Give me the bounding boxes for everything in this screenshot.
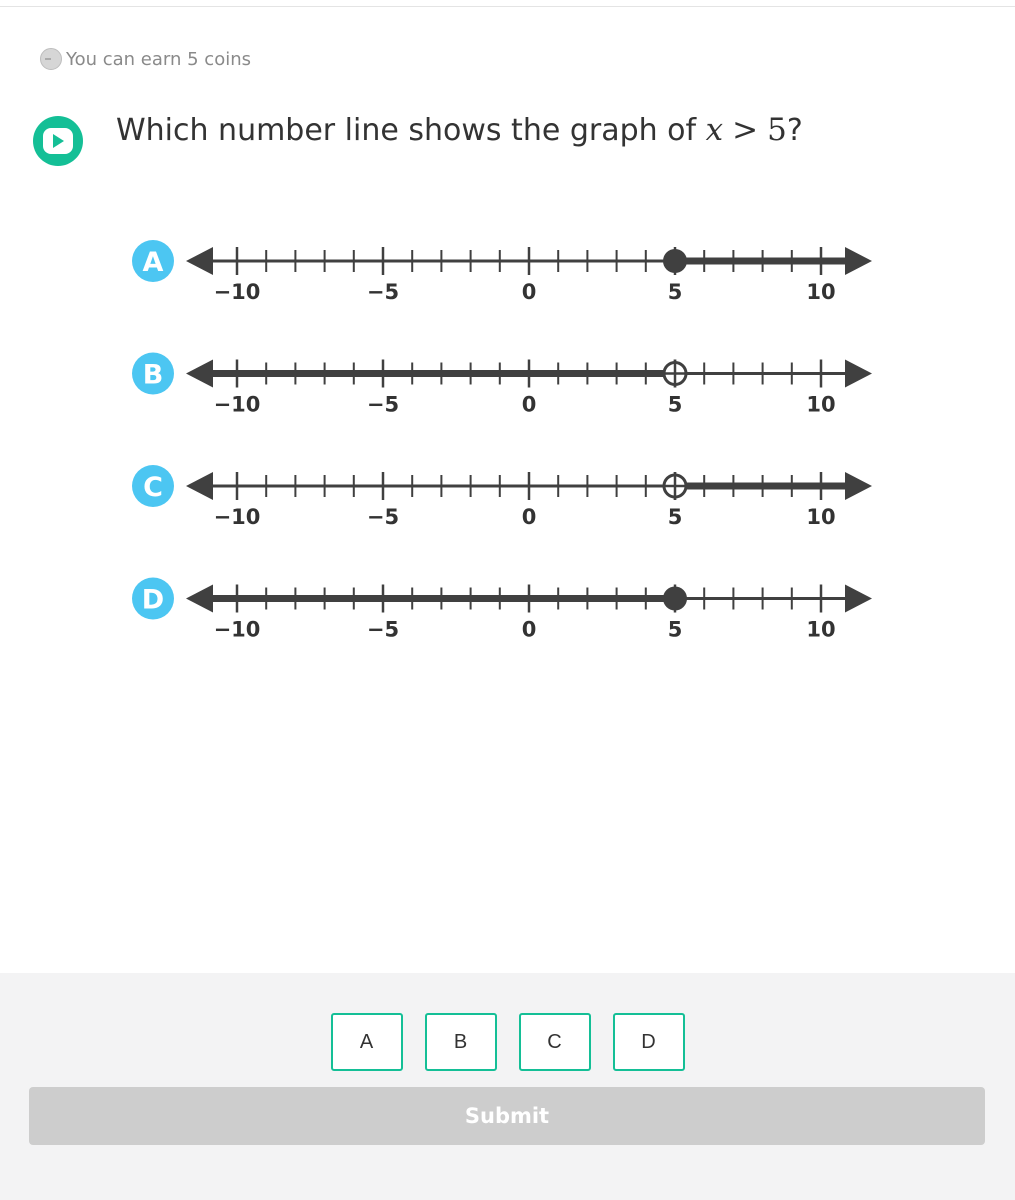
option-badge-label: C — [143, 472, 163, 503]
tick-label: −5 — [366, 505, 400, 529]
tick-label: 10 — [806, 280, 836, 304]
number-line-a — [132, 240, 872, 304]
choice-button-a[interactable]: A — [331, 1013, 403, 1071]
tick-label: 0 — [521, 617, 537, 642]
submit-button[interactable]: Submit — [29, 1087, 985, 1145]
tick-label: 5 — [667, 392, 683, 417]
option-badge-label: D — [141, 584, 165, 616]
tick-label: 0 — [521, 505, 537, 529]
option-badge-label: B — [142, 359, 164, 391]
tick-label: 10 — [806, 505, 836, 529]
choice-button-b[interactable]: B — [425, 1013, 497, 1071]
question-operator: > — [732, 112, 759, 148]
choice-button-c[interactable]: C — [519, 1013, 591, 1071]
tick-label: 10 — [806, 617, 836, 642]
tick-label: −5 — [366, 392, 400, 417]
number-line-d — [132, 578, 872, 642]
number-line-b — [132, 353, 872, 417]
tick-label: −5 — [366, 280, 400, 304]
option-badge-label: A — [142, 247, 164, 278]
closed-point — [663, 249, 687, 273]
arrow-right-icon — [845, 360, 872, 388]
choice-button-d[interactable]: D — [613, 1013, 685, 1071]
tick-label: 0 — [521, 280, 537, 304]
arrow-left-icon — [186, 472, 213, 500]
arrow-left-icon — [186, 247, 213, 275]
tick-label: −10 — [213, 392, 261, 417]
tick-label: −10 — [213, 617, 261, 642]
answer-choices — [0, 1013, 1015, 1071]
question-value: 5 — [767, 112, 787, 148]
tick-label: 10 — [806, 392, 836, 417]
arrow-right-icon — [845, 585, 872, 613]
tick-label: −10 — [213, 280, 261, 304]
coins-text: You can earn 5 coins — [66, 48, 251, 70]
tick-label: 5 — [667, 505, 683, 529]
tick-label: −10 — [213, 505, 261, 529]
tick-label: 5 — [667, 617, 683, 642]
question-prefix: Which number line shows the graph of — [116, 113, 706, 148]
tick-label: 5 — [667, 280, 683, 304]
closed-point — [663, 587, 687, 611]
tick-label: −5 — [366, 617, 400, 642]
tick-label: 0 — [521, 392, 537, 417]
question-variable: x — [705, 112, 724, 148]
number-line-c — [132, 465, 872, 529]
question-suffix: ? — [786, 113, 803, 148]
